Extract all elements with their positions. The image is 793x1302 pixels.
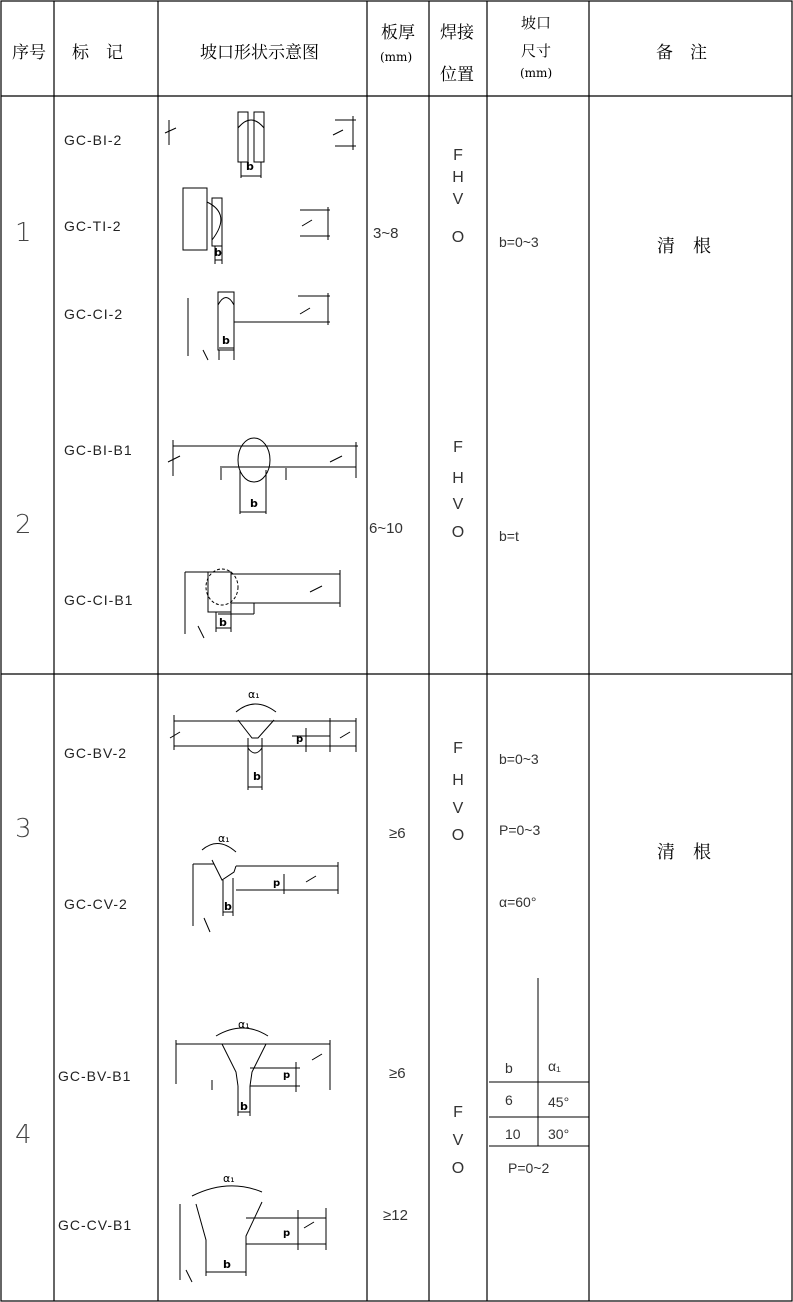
label-p: p bbox=[273, 878, 281, 889]
alpha-table-head-alpha: α₁ bbox=[548, 1058, 561, 1074]
row4-mark-2: GC-CV-B1 bbox=[58, 1217, 133, 1233]
label-p: p bbox=[283, 1070, 291, 1081]
row4-seq: 4 bbox=[15, 1120, 32, 1150]
row3-mark-2: GC-CV-2 bbox=[64, 896, 128, 912]
alpha-table-cell: 6 bbox=[505, 1092, 513, 1108]
row3-pos-f: F bbox=[453, 740, 463, 757]
row3-dim-alpha: α=60° bbox=[499, 894, 537, 910]
alpha-table-cell: 30° bbox=[548, 1126, 570, 1142]
row1-mark-3: GC-CI-2 bbox=[64, 306, 124, 322]
label-p: p bbox=[283, 1228, 291, 1239]
row2-seq: 2 bbox=[15, 510, 32, 540]
row1-pos-h: H bbox=[452, 169, 464, 186]
alpha-table-head-b: b bbox=[505, 1060, 513, 1076]
header-position-line2: 位置 bbox=[440, 65, 474, 85]
label-b: b bbox=[219, 616, 227, 629]
row2-pos-h: H bbox=[452, 470, 464, 487]
label-b: b bbox=[250, 497, 258, 510]
diagram-gc-ti-2 bbox=[183, 188, 330, 264]
alpha-table bbox=[489, 978, 589, 1146]
row3-dim-b: b=0~3 bbox=[499, 751, 539, 767]
row1-thickness: 3~8 bbox=[373, 225, 399, 242]
label-b: b bbox=[224, 900, 232, 913]
header-diagram: 坡口形状示意图 bbox=[200, 43, 319, 63]
row2-pos-f: F bbox=[453, 439, 463, 456]
row1-seq: 1 bbox=[15, 218, 32, 248]
header-thickness: 板厚 bbox=[381, 23, 415, 43]
diagram-gc-bv-b1 bbox=[176, 1028, 330, 1116]
row3-thickness: ≥6 bbox=[389, 825, 406, 842]
alpha-table-cell: 45° bbox=[548, 1094, 570, 1110]
row2-thickness: 6~10 bbox=[369, 520, 403, 537]
row1-dim-b: b=0~3 bbox=[499, 234, 539, 250]
header-groove-line2: 尺寸 bbox=[521, 42, 552, 60]
diagram-gc-cv-2 bbox=[193, 843, 338, 932]
row3-seq: 3 bbox=[15, 814, 32, 844]
label-b: b bbox=[222, 334, 230, 347]
row1-mark-1: GC-BI-2 bbox=[64, 132, 123, 148]
row1-mark-2: GC-TI-2 bbox=[64, 218, 122, 234]
diagram-gc-cv-b1 bbox=[180, 1186, 326, 1282]
label-b: b bbox=[223, 1258, 231, 1271]
row4-dim-p: P=0~2 bbox=[508, 1160, 550, 1176]
row4-pos-v: V bbox=[452, 1132, 464, 1149]
row2-dim-b: b=t bbox=[499, 528, 519, 544]
header-groove-unit: (mm) bbox=[520, 66, 553, 80]
label-alpha: α₁ bbox=[248, 688, 260, 701]
diagram-gc-bi-b1 bbox=[168, 438, 358, 514]
row1-pos-v: V bbox=[452, 191, 464, 208]
label-b: b bbox=[253, 770, 261, 783]
row1-pos-f: F bbox=[453, 147, 463, 164]
header-thickness-unit: (mm) bbox=[380, 50, 413, 64]
row4-pos-o: O bbox=[451, 1160, 465, 1177]
row4-mark-1: GC-BV-B1 bbox=[58, 1068, 132, 1084]
diagram-gc-bv-2 bbox=[170, 704, 356, 790]
row3-dim-p: P=0~3 bbox=[499, 822, 541, 838]
row3-pos-h: H bbox=[452, 772, 464, 789]
row3-remark: 清根 bbox=[657, 842, 729, 863]
diagram-gc-bi-2 bbox=[165, 112, 356, 178]
header-position-line1: 焊接 bbox=[440, 23, 474, 43]
row2-mark-2: GC-CI-B1 bbox=[64, 592, 134, 608]
row3-pos-o: O bbox=[451, 827, 465, 844]
header-remark: 备 注 bbox=[656, 43, 707, 63]
diagram-gc-ci-b1 bbox=[185, 569, 340, 638]
label-p: p bbox=[296, 734, 304, 745]
row1-remark: 清根 bbox=[657, 236, 729, 257]
label-alpha: α₁ bbox=[223, 1172, 235, 1185]
row1-pos-o: O bbox=[451, 229, 465, 246]
row3-pos-v: V bbox=[452, 800, 464, 817]
header-mark: 标 记 bbox=[72, 43, 123, 63]
row4-thickness-2: ≥12 bbox=[383, 1207, 408, 1224]
diagram-gc-ci-2 bbox=[188, 292, 330, 360]
alpha-table-cell: 10 bbox=[505, 1126, 521, 1142]
label-b: b bbox=[246, 160, 254, 173]
label-alpha: α₁ bbox=[238, 1018, 250, 1031]
row2-pos-o: O bbox=[451, 524, 465, 541]
header-seq: 序号 bbox=[12, 43, 46, 63]
row2-pos-v: V bbox=[452, 496, 464, 513]
row3-mark-1: GC-BV-2 bbox=[64, 745, 128, 761]
label-b: b bbox=[214, 246, 222, 259]
row2-mark-1: GC-BI-B1 bbox=[64, 442, 133, 458]
table-border bbox=[1, 1, 792, 1301]
label-alpha: α₁ bbox=[218, 832, 230, 845]
header-groove-line1: 坡口 bbox=[521, 14, 552, 32]
row4-thickness-1: ≥6 bbox=[389, 1065, 406, 1082]
label-b: b bbox=[240, 1100, 248, 1113]
row4-pos-f: F bbox=[453, 1104, 463, 1121]
